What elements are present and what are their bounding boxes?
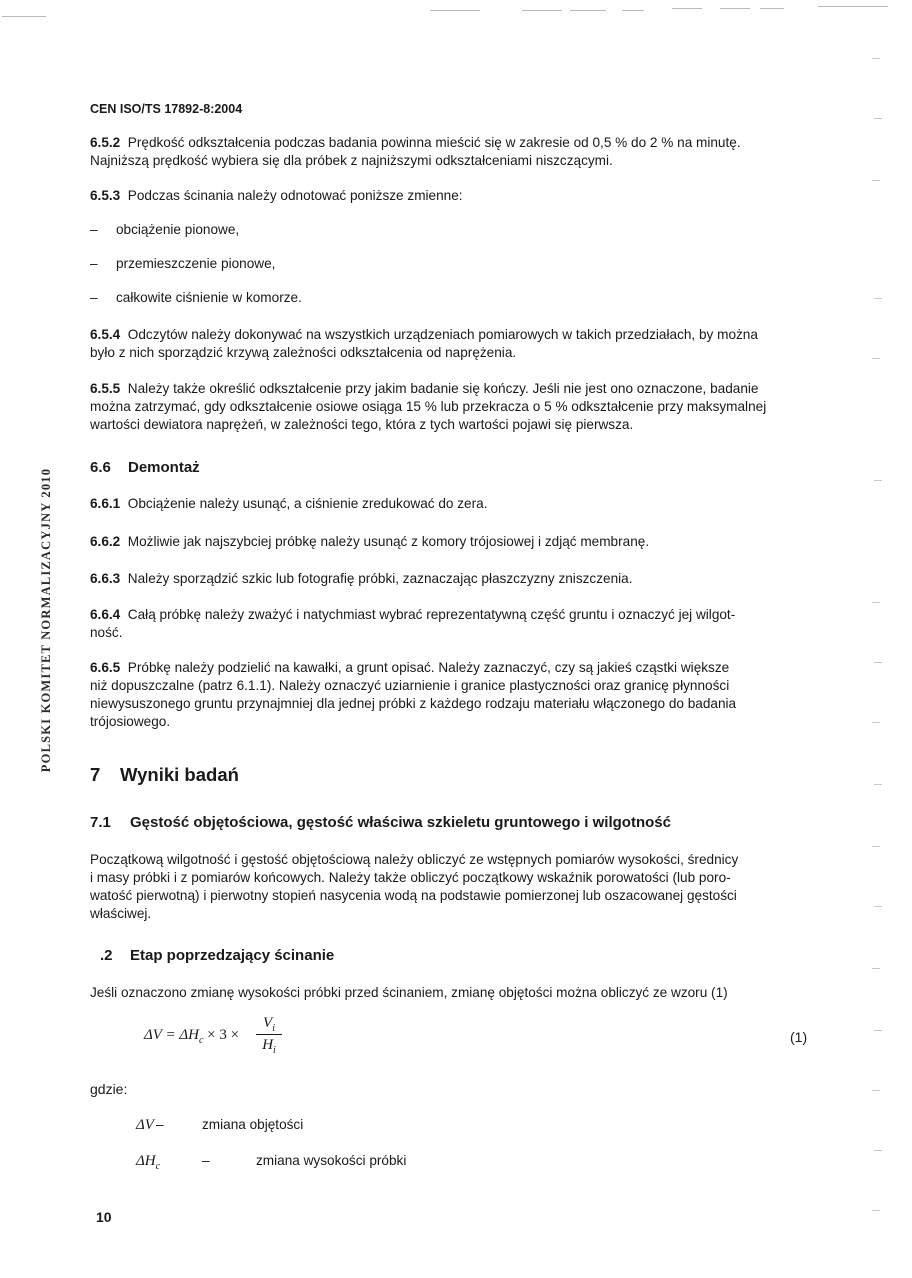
clause-number: 6.5.3 [90, 188, 121, 203]
chapter-heading-7 [90, 766, 239, 784]
list-item-text: całkowite ciśnienie w komorze. [116, 290, 302, 305]
scan-artifact-tick [872, 846, 880, 847]
paragraph-7-1 [90, 851, 814, 923]
fraction-numerator: $V_i$ [263, 1015, 275, 1034]
clause-number: 6.5.2 [90, 135, 121, 150]
fraction-denominator: $H_i$ [262, 1037, 276, 1056]
paragraph-6-6-3 [90, 570, 814, 588]
definition-text: zmiana objętości [202, 1117, 304, 1132]
paragraph-6-6-1 [90, 495, 814, 513]
scan-artifact-line [2, 16, 46, 17]
clause-text-cont: ność. [90, 625, 123, 640]
clause-text: Możliwie jak najszybciej próbkę należy usunąć z komory trójosiowej i zdjąć membranę. [127, 534, 650, 549]
clause-text-cont: Najniższą prędkość wybiera się dla próbek z najniższymi odkształceniami niszczącymi. [90, 153, 613, 168]
list-item [90, 289, 302, 307]
scan-artifact-tick [874, 1030, 882, 1031]
clause-text-cont: trójosiowego. [90, 714, 171, 729]
section-heading-7-1 [90, 814, 671, 832]
body-line: Jeśli oznaczono zmianę wysokości próbki przed ścinaniem, zmianę objętości można obliczyć ze wzoru (1) [90, 985, 728, 1000]
page-number: 10 [96, 1209, 112, 1225]
clause-text: Odczytów należy dokonywać na wszystkich urządzeniach pomiarowych w takich przedziałach, by można [127, 327, 758, 342]
clause-number: 6.6.2 [90, 534, 121, 549]
definition-dash: – [202, 1153, 210, 1168]
paragraph-7-2 [90, 984, 814, 1002]
formula-lhs: $\Delta V = \Delta H_c \times 3$ × [144, 1027, 240, 1046]
section-number: 6.6 [90, 459, 111, 476]
paragraph-6-5-2 [90, 134, 814, 170]
body-line: Początkową wilgotność i gęstość objętościową należy obliczyć ze wstępnych pomiarów wysokości, średnicy [90, 852, 739, 867]
where-label: gdzie: [90, 1081, 128, 1097]
clause-text: Obciążenie należy usunąć, a ciśnienie zredukować do zera. [127, 496, 488, 511]
list-item-text: przemieszczenie pionowe, [116, 256, 276, 271]
body-line: watość pierwotną) i pierwotny stopień nasycenia wodą na podstawie pomierzonej lub oszacowanej gęstości [90, 888, 737, 903]
section-title: Etap poprzedzający ścinanie [130, 947, 335, 964]
clause-number: 6.6.4 [90, 607, 121, 622]
scan-artifact-tick [872, 722, 880, 723]
section-heading-7-2 [100, 947, 334, 965]
body-line: właściwej. [90, 906, 152, 921]
scan-artifact-tick [872, 968, 880, 969]
clause-text-cont: niż dopuszczalne (patrz 6.1.1). Należy oznaczyć uziarnienie i granice plastyczności oraz granicę płynności [90, 678, 730, 693]
definition-dash: – [155, 1117, 164, 1132]
section-title: Gęstość objętościowa, gęstość właściwa szkieletu gruntowego i wilgotność [130, 814, 671, 831]
scan-artifact-tick [872, 58, 880, 59]
chapter-title: Wyniki badań [120, 764, 239, 785]
paragraph-6-6-5 [90, 659, 814, 731]
clause-number: 6.5.5 [90, 381, 121, 396]
clause-text-cont: niewysuszonego gruntu przynajmniej dla jednej próbki z każdego rodzaju materiału włączonego do badania [90, 696, 737, 711]
clause-text: Próbkę należy podzielić na kawałki, a grunt opisać. Należy zaznaczyć, czy są jakieś cząstki większe [127, 660, 730, 675]
section-number: .2 [100, 947, 113, 964]
clause-number: 6.6.5 [90, 660, 121, 675]
clause-number: 6.6.3 [90, 571, 121, 586]
scan-artifact-line [522, 10, 562, 11]
fraction-bar [256, 1034, 282, 1035]
scan-artifact-tick [874, 298, 882, 299]
definition-row [136, 1116, 304, 1134]
paragraph-6-6-4 [90, 606, 814, 642]
scan-artifact-tick [872, 358, 880, 359]
definition-symbol: ΔV [136, 1117, 154, 1133]
clause-text: Należy także określić odkształcenie przy jakim badanie się kończy. Jeśli nie jest ono oznaczone, badanie [127, 381, 759, 396]
document-header: CEN ISO/TS 17892-8:2004 [90, 102, 243, 116]
paragraph-6-5-5 [90, 380, 814, 434]
scan-artifact-tick [874, 906, 882, 907]
scan-artifact-line [622, 10, 644, 11]
scan-artifact-line [818, 6, 888, 7]
clause-text-cont: wartości dewiatora naprężeń, w zależności tego, która z tych wartości pojawi się pierwsza. [90, 417, 634, 432]
scan-artifact-tick [872, 180, 880, 181]
paragraph-6-5-4 [90, 326, 814, 362]
scan-artifact-line [430, 10, 480, 11]
scan-artifact-line [570, 10, 606, 11]
scan-artifact-line [672, 8, 702, 9]
equation-number: (1) [790, 1029, 808, 1045]
paragraph-6-6-2 [90, 533, 814, 551]
clause-number: 6.5.4 [90, 327, 121, 342]
scan-artifact-tick [874, 480, 882, 481]
clause-number: 6.6.1 [90, 496, 121, 511]
scan-artifact-tick [872, 602, 880, 603]
list-item-text: obciążenie pionowe, [116, 222, 240, 237]
scan-artifact-tick [874, 662, 882, 663]
scan-artifact-tick [872, 1210, 880, 1211]
section-heading-6-6 [90, 459, 200, 477]
body-line: i masy próbki i z pomiarów końcowych. Należy także obliczyć początkowy wskaźnik porowatości (lub poro- [90, 870, 731, 885]
paragraph-6-5-3 [90, 187, 814, 205]
list-dash: – [90, 290, 98, 305]
definition-symbol: $\Delta H_c$ [136, 1153, 161, 1172]
list-dash: – [90, 256, 98, 271]
clause-text-cont: można zatrzymać, gdy odkształcenie osiowe osiąga 15 % lub przekracza o 5 % odkształcenie przy maksymalnej [90, 399, 767, 414]
section-title: Demontaż [128, 459, 200, 476]
list-item [90, 255, 275, 273]
scan-artifact-tick [872, 1090, 880, 1091]
clause-text-cont: było z nich sporządzić krzywą zależności odkształcenia od naprężenia. [90, 345, 517, 360]
scan-artifact-line [720, 8, 750, 9]
scan-artifact-tick [874, 784, 882, 785]
side-watermark-text: POLSKI KOMITET NORMALIZACYJNY 2010 [39, 467, 53, 773]
list-dash: – [90, 222, 98, 237]
definition-text: zmiana wysokości próbki [256, 1153, 407, 1168]
definition-row [136, 1152, 536, 1176]
list-item [90, 221, 239, 239]
clause-text: Prędkość odkształcenia podczas badania powinna mieścić się w zakresie od 0,5 % do 2 % na minutę. [127, 135, 741, 150]
clause-text: Należy sporządzić szkic lub fotografię próbki, zaznaczając płaszczyzny zniszczenia. [127, 571, 633, 586]
clause-text: Podczas ścinania należy odnotować poniższe zmienne: [127, 188, 463, 203]
scan-artifact-line [760, 8, 784, 9]
chapter-number: 7 [90, 764, 101, 785]
clause-text: Całą próbkę należy zważyć i natychmiast wybrać reprezentatywną część gruntu i oznaczyć jej wilgot- [127, 607, 736, 622]
section-number: 7.1 [90, 814, 111, 831]
scan-artifact-tick [874, 118, 882, 119]
scan-artifact-tick [874, 1150, 882, 1151]
